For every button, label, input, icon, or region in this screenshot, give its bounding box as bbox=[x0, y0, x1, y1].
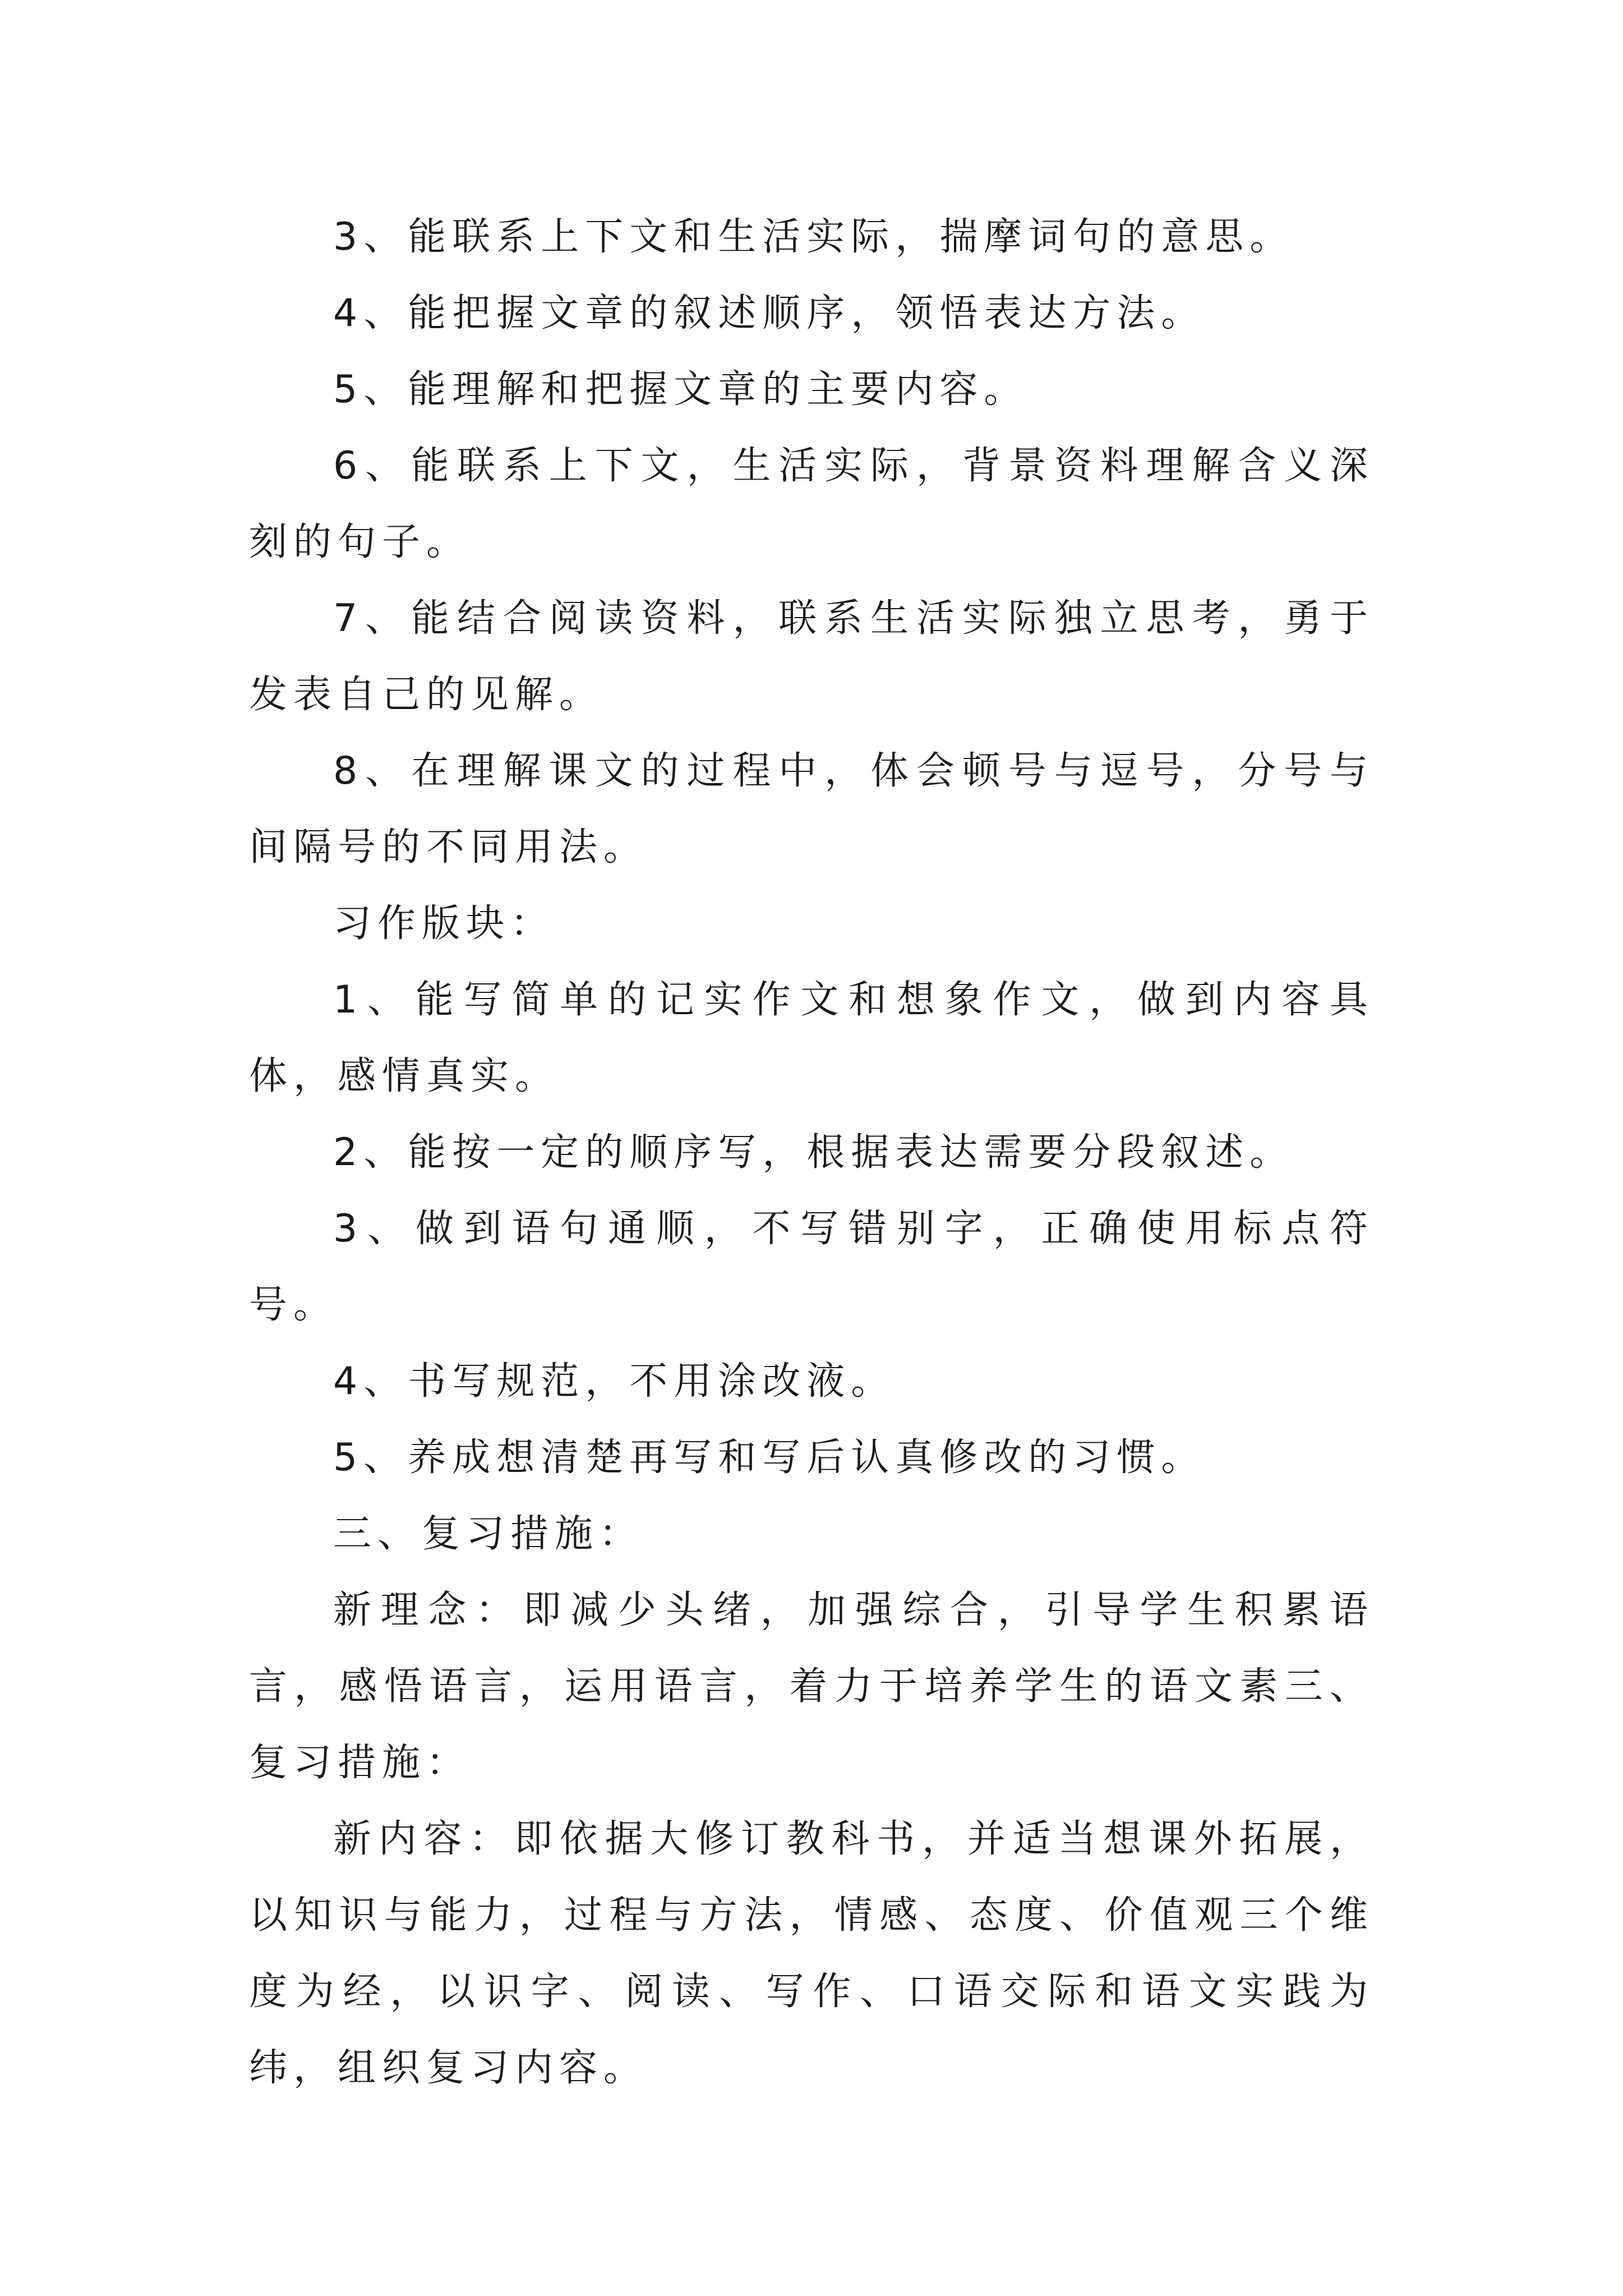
paragraph: 6、能联系上下文，生活实际，背景资料理解含义深刻的句子。 bbox=[249, 444, 1374, 564]
section-heading: 三、复习措施： bbox=[333, 1512, 644, 1556]
paragraph: 8、在理解课文的过程中，体会顿号与逗号，分号与间隔号的不同用法。 bbox=[249, 749, 1374, 869]
paragraph: 3、做到语句通顺，不写错别字，正确使用标点符号。 bbox=[249, 1207, 1374, 1327]
paragraph: 2、能按一定的顺序写，根据表达需要分段叙述。 bbox=[333, 1130, 1294, 1175]
paragraph: 5、养成想清楚再写和写后认真修改的习惯。 bbox=[333, 1435, 1206, 1480]
paragraph: 3、能联系上下文和生活实际，揣摩词句的意思。 bbox=[333, 215, 1294, 259]
paragraph: 7、能结合阅读资料，联系生活实际独立思考，勇于发表自己的见解。 bbox=[249, 596, 1374, 717]
section-heading: 习作版块： bbox=[333, 901, 555, 946]
paragraph: 1、能写简单的记实作文和想象作文，做到内容具体，感情真实。 bbox=[249, 978, 1374, 1098]
paragraph: 新理念：即减少头绪，加强综合，引导学生积累语言，感悟语言，运用语言，着力于培养学生的语文素三、复习措施： bbox=[249, 1588, 1374, 1785]
paragraph: 4、能把握文章的叙述顺序，领悟表达方法。 bbox=[333, 291, 1206, 335]
paragraph: 4、书写规范，不用涂改液。 bbox=[333, 1359, 896, 1404]
paragraph: 5、能理解和把握文章的主要内容。 bbox=[333, 367, 1029, 412]
document-page bbox=[249, 199, 1374, 2106]
paragraph: 新内容：即依据大修订教科书，并适当想课外拓展，以知识与能力，过程与方法，情感、态度、价值观三个维度为经，以识字、阅读、写作、口语交际和语文实践为纬，组织复习内容。 bbox=[249, 1817, 1374, 2090]
